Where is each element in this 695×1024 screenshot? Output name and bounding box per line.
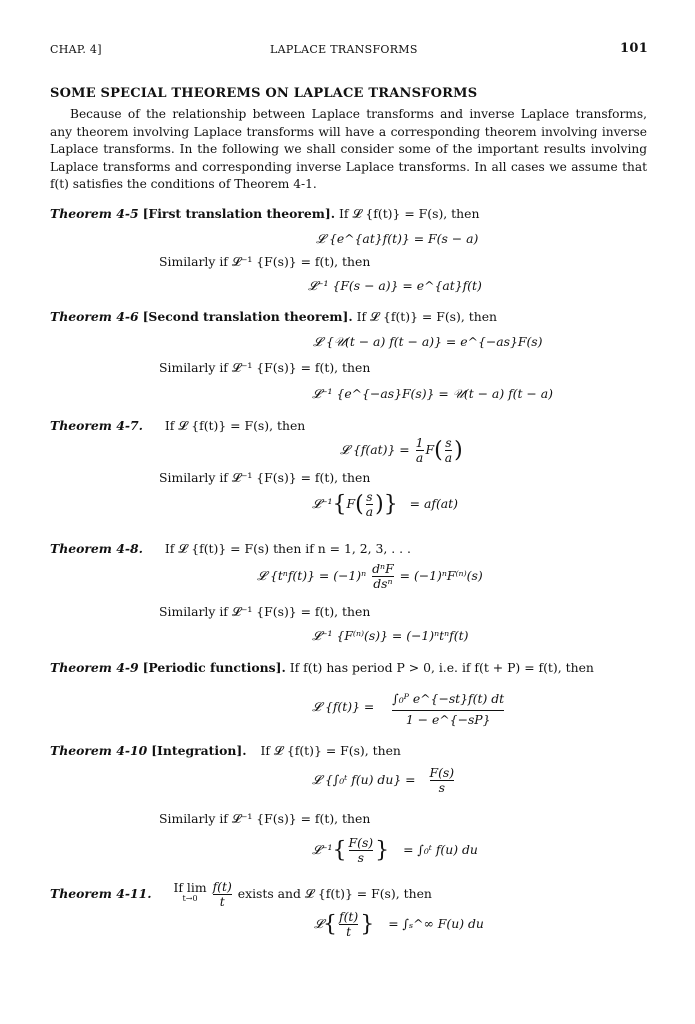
equation-lhs: 𝓛 [314, 916, 324, 931]
theorem-condition: If 𝓛 {f(t)} = F(s) then if n = 1, 2, 3, . . . [164, 541, 411, 556]
intro-paragraph: Because of the relationship between Laplace transforms and inverse Laplace transforms, any theorem involving Laplace transforms will have a corresponding theorem involving inverse Laplace transforms. In the following we shall consider some of the important results involving Laplace transforms and corresponding inverse Laplace transforms. In all cases we assume that f(t) satisfies the conditions of Theorem 4-1. [50, 107, 647, 191]
equation-rhs: = ∫₀ᵗ f(u) du [403, 842, 478, 857]
equation [312, 688, 506, 727]
equation-lhs: 𝓛 {f(t)} = [312, 699, 375, 714]
theorem-condition: If f(t) has period P > 0, i.e. if f(t + P) = f(t), then [289, 660, 594, 675]
theorem-name: [Integration]. [151, 743, 247, 758]
chapter-label: CHAP. 4] [50, 43, 102, 56]
similarly-line: Similarly if 𝓛⁻¹ {F(s)} = f(t), then [159, 254, 371, 269]
fraction [349, 836, 374, 865]
similarly-line: Similarly if 𝓛⁻¹ {F(s)} = f(t), then [159, 811, 371, 826]
function-symbol: F [425, 442, 435, 457]
numerator: f(t) [212, 879, 232, 894]
theorem-condition: If 𝓛 {f(t)} = F(s), then [164, 418, 306, 433]
denominator: a [415, 450, 424, 465]
denominator: dsⁿ [373, 576, 393, 591]
numerator: dⁿF [372, 561, 394, 576]
theorem-label: Theorem 4-5 [50, 206, 139, 221]
numerator: F(s) [429, 765, 455, 780]
numerator: 1 [415, 435, 424, 450]
limit-subscript: t→0 [182, 894, 198, 903]
theorem-condition: If 𝓛 {f(t)} = F(s), then [356, 309, 498, 324]
equation-lhs: 𝓛⁻¹ [312, 842, 333, 857]
numerator: s [366, 489, 373, 504]
equation: 𝓛 {e^{at}f(t)} = F(s − a) [316, 231, 479, 246]
similarly-line: Similarly if 𝓛⁻¹ {F(s)} = f(t), then [159, 360, 371, 375]
theorem-condition: If 𝓛 {f(t)} = F(s), then [339, 206, 480, 221]
numerator: ∫₀ᴾ e^{−st}f(t) dt [392, 691, 505, 706]
denominator: 1 − e^{−sP} [392, 710, 504, 727]
theorem-4-6 [50, 309, 497, 325]
function-symbol: F [346, 496, 356, 511]
fraction [372, 562, 394, 591]
equation-rhs: = af(at) [409, 496, 458, 511]
theorem-name: [Second translation theorem]. [142, 309, 353, 324]
equation: 𝓛⁻¹ {e^{−as}F(s)} = 𝒰(t − a) f(t − a) [312, 386, 553, 401]
running-title: LAPLACE TRANSFORMS [270, 43, 418, 56]
fraction [445, 436, 452, 465]
theorem-label: Theorem 4-6 [50, 309, 139, 324]
theorem-condition: exists and 𝓛 {f(t)} = F(s), then [237, 886, 432, 901]
equation-lhs: 𝓛 {f(at)} = [340, 442, 410, 457]
fraction [213, 880, 232, 909]
equation: 𝓛⁻¹ {F(s − a)} = e^{at}f(t) [308, 278, 482, 293]
fraction [339, 910, 358, 939]
denominator: a [444, 450, 453, 465]
denominator: t [339, 924, 358, 939]
similarly-line: Similarly if 𝓛⁻¹ {F(s)} = f(t), then [159, 604, 371, 619]
section-title: SOME SPECIAL THEOREMS ON LAPLACE TRANSFORMS [50, 86, 478, 101]
fraction [366, 490, 373, 519]
equation: 𝓛⁻¹ {F⁽ⁿ⁾(s)} = (−1)ⁿtⁿf(t) [312, 628, 469, 643]
page-number: 101 [620, 41, 649, 56]
fraction [392, 688, 504, 727]
theorem-4-5 [50, 206, 479, 222]
theorem-4-9 [50, 660, 594, 675]
equation [312, 766, 456, 795]
theorem-name: [Periodic functions]. [142, 660, 286, 675]
theorem-4-10 [50, 743, 401, 759]
equation-rhs: = ∫ₛ^∞ F(u) du [388, 916, 484, 931]
equation-lhs: 𝓛 {∫₀ᵗ f(u) du} = [312, 772, 416, 787]
theorem-label: Theorem 4-11. [50, 886, 152, 901]
fraction [416, 436, 424, 465]
equation: 𝓛⁻¹{ $\frac{F(s)}{s}$ } = ∫₀ᵗ f(u) du [312, 835, 478, 865]
limit-operator [174, 880, 207, 903]
denominator: s [349, 850, 374, 865]
equation-rhs: = (−1)ⁿF⁽ⁿ⁾(s) [399, 568, 483, 583]
theorem-condition: If 𝓛 {f(t)} = F(s), then [260, 743, 401, 758]
equation-lhs: 𝓛 {tⁿf(t)} = (−1)ⁿ [257, 568, 367, 583]
equation: 𝓛 {f(at)} = $\frac{1}{a}$ F( $\frac{s}{a}$ ) [340, 435, 463, 465]
denominator: t [213, 894, 232, 909]
equation: 𝓛 {𝒰(t − a) f(t − a)} = e^{−as}F(s) [313, 334, 543, 349]
denominator: s [430, 780, 455, 795]
limit-text: If lim [173, 880, 207, 895]
equation [257, 562, 483, 591]
theorem-label: Theorem 4-9 [50, 660, 139, 675]
theorem-4-8 [50, 541, 411, 557]
equation: 𝓛⁻¹{F( $\frac{s}{a}$ )} = af(at) [312, 489, 458, 519]
theorem-4-7 [50, 418, 305, 434]
theorem-label: Theorem 4-7. [50, 418, 143, 433]
numerator: F(s) [348, 835, 374, 850]
denominator: a [365, 504, 374, 519]
theorem-label: Theorem 4-10 [50, 743, 148, 758]
similarly-line: Similarly if 𝓛⁻¹ {F(s)} = f(t), then [159, 470, 371, 485]
numerator: s [445, 435, 452, 450]
theorem-4-11 [50, 880, 432, 909]
equation: 𝓛{ $\frac{f(t)}{t}$ } = ∫ₛ^∞ F(u) du [314, 909, 484, 939]
numerator: f(t) [339, 909, 359, 924]
fraction [430, 766, 455, 795]
equation-lhs: 𝓛⁻¹ [312, 496, 333, 511]
theorem-label: Theorem 4-8. [50, 541, 143, 556]
theorem-name: [First translation theorem]. [142, 206, 336, 221]
